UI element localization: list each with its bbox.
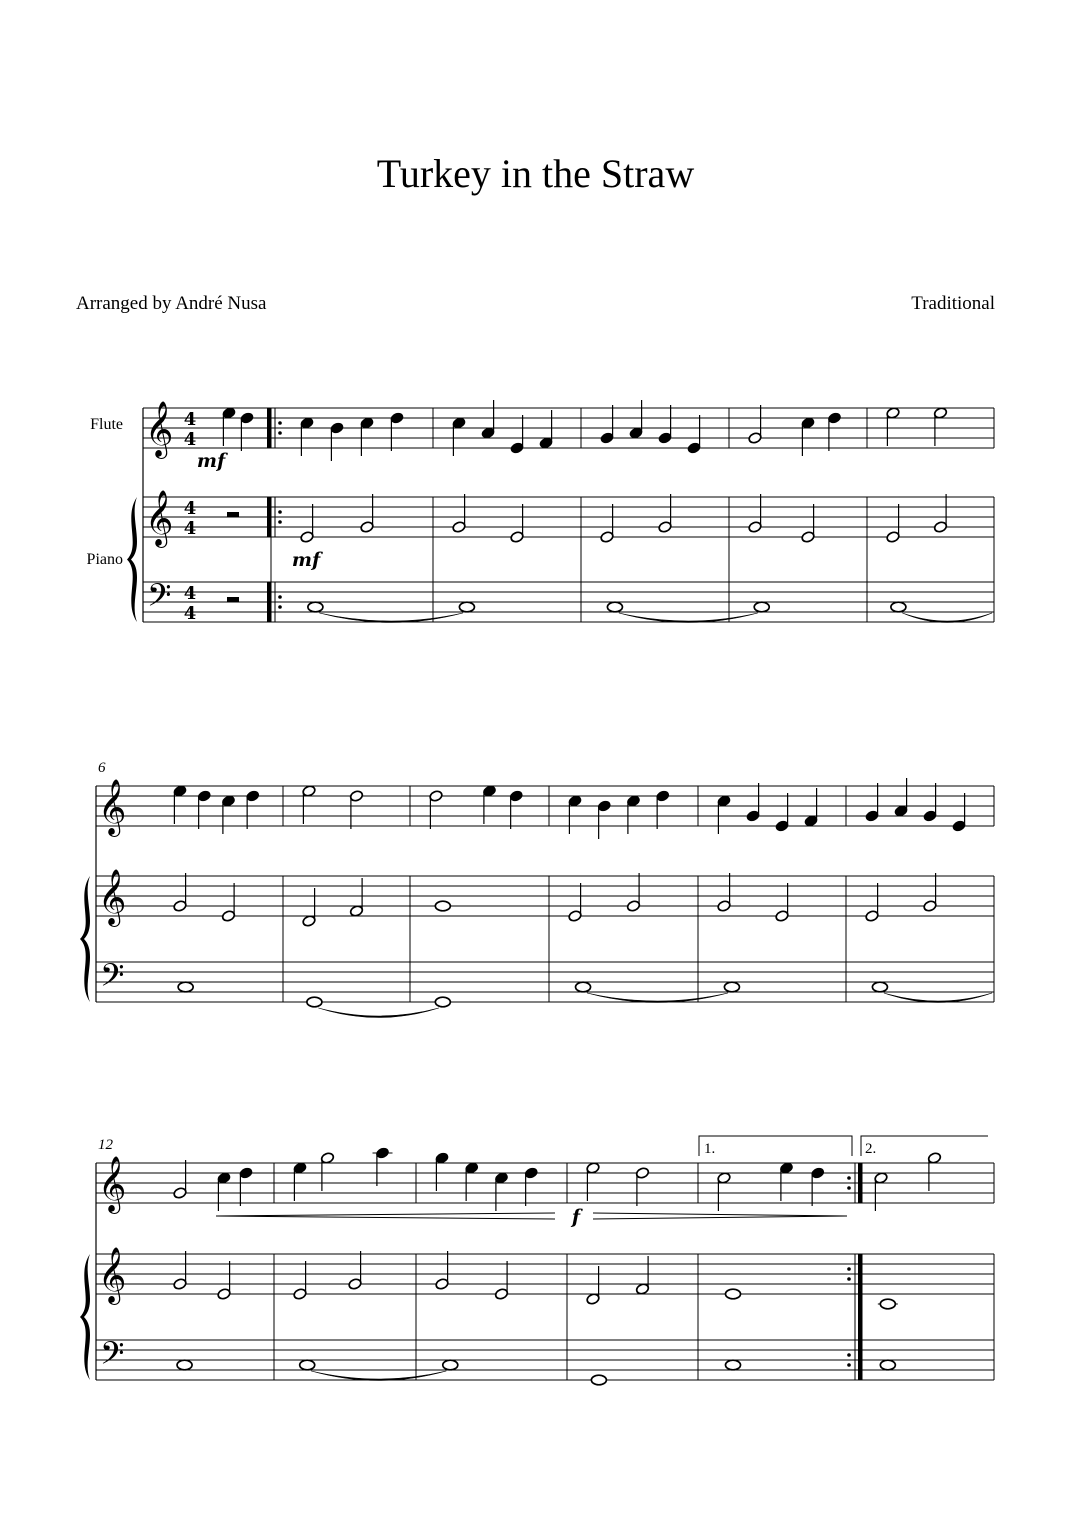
- treble-clef-icon: 𝄞: [98, 779, 127, 835]
- treble-clef-icon: 𝄞: [145, 490, 174, 546]
- piano-bass-note: [754, 602, 769, 612]
- piano-bass-note: [891, 602, 906, 612]
- piano-bass-note: [724, 982, 739, 992]
- repeat-dot: [278, 510, 282, 514]
- repeat-dot: [278, 605, 282, 609]
- repeat-dot: [847, 1186, 851, 1190]
- half-rest-icon: [227, 597, 239, 602]
- piano-brace-icon: [80, 876, 90, 1002]
- volta-second-label: 2.: [865, 1141, 877, 1157]
- repeat-dot: [278, 595, 282, 599]
- composer-credit: Traditional: [911, 293, 995, 314]
- volta-first-bracket: [699, 1136, 852, 1156]
- time-signature-top: 4: [183, 583, 197, 604]
- repeat-thick-bar: [267, 408, 272, 448]
- piano-bass-note: [459, 602, 474, 612]
- final-repeat-thick-bar: [858, 1254, 863, 1380]
- crescendo-hairpin: [216, 1216, 555, 1219]
- volta-second-bracket: [861, 1136, 988, 1156]
- diminuendo-hairpin: [593, 1213, 847, 1216]
- bass-clef-icon: 𝄢: [147, 577, 172, 621]
- repeat-dot: [278, 421, 282, 425]
- piano-bass-note: [872, 982, 887, 992]
- piano-brace-icon: [127, 497, 137, 622]
- treble-clef-icon: 𝄞: [98, 1247, 127, 1303]
- forte-dynamic: f: [571, 1206, 581, 1228]
- volta-first-label: 1.: [704, 1141, 716, 1157]
- piano-bass-note: [308, 602, 323, 612]
- piano-bass-note: [576, 982, 591, 992]
- bass-clef-icon: 𝄢: [100, 1335, 125, 1379]
- tie-slur: [319, 613, 463, 623]
- piano-bass-note: [435, 997, 450, 1007]
- piano-bass-note: [591, 1375, 606, 1385]
- piano-treble-note: [726, 1289, 741, 1299]
- tie-slur: [902, 613, 992, 623]
- time-signature-bottom: 4: [183, 429, 197, 450]
- repeat-dot: [847, 1363, 851, 1367]
- piano-bass-note: [443, 1360, 458, 1370]
- repeat-thick-bar: [267, 497, 272, 537]
- piano-mf-dynamic: mf: [291, 549, 321, 571]
- tie-slur: [587, 993, 728, 1003]
- piano-brace-icon: [80, 1254, 90, 1380]
- time-signature-top: 4: [183, 409, 197, 430]
- piano-treble-note: [435, 901, 450, 911]
- piano-treble-note: [880, 1299, 895, 1309]
- repeat-thick-bar: [267, 582, 272, 622]
- repeat-dot: [847, 1267, 851, 1271]
- measure-number: 6: [98, 760, 106, 776]
- repeat-dot: [847, 1277, 851, 1281]
- piano-bass-note: [307, 997, 322, 1007]
- piano-bass-note: [880, 1360, 895, 1370]
- time-signature-bottom: 4: [183, 518, 197, 539]
- crescendo-hairpin: [216, 1213, 555, 1216]
- bass-clef-icon: 𝄢: [100, 957, 125, 1001]
- time-signature-bottom: 4: [183, 603, 197, 624]
- diminuendo-hairpin: [593, 1216, 847, 1219]
- flute-instrument-label: Flute: [90, 416, 123, 433]
- treble-clef-icon: 𝄞: [145, 401, 174, 457]
- tie-slur: [884, 993, 992, 1003]
- half-rest-icon: [227, 512, 239, 517]
- piano-instrument-label: Piano: [86, 551, 123, 568]
- treble-clef-icon: 𝄞: [98, 869, 127, 925]
- piano-bass-note: [300, 1360, 315, 1370]
- tie-slur: [311, 1371, 446, 1381]
- arranger-credit: Arranged by André Nusa: [76, 293, 267, 314]
- tie-slur: [318, 1008, 438, 1018]
- piano-bass-note: [607, 602, 622, 612]
- piano-bass-note: [178, 982, 193, 992]
- repeat-dot: [278, 520, 282, 524]
- repeat-dot: [847, 1176, 851, 1180]
- repeat-dot: [847, 1353, 851, 1357]
- time-signature-top: 4: [183, 498, 197, 519]
- piano-bass-note: [177, 1360, 192, 1370]
- tie-slur: [619, 613, 758, 623]
- measure-number: 12: [98, 1137, 113, 1153]
- repeat-dot: [278, 431, 282, 435]
- score-title: Turkey in the Straw: [376, 151, 695, 196]
- treble-clef-icon: 𝄞: [98, 1156, 127, 1212]
- flute-mf-dynamic: mf: [196, 450, 226, 472]
- piano-bass-note: [726, 1360, 741, 1370]
- final-repeat-thick-bar: [858, 1163, 863, 1203]
